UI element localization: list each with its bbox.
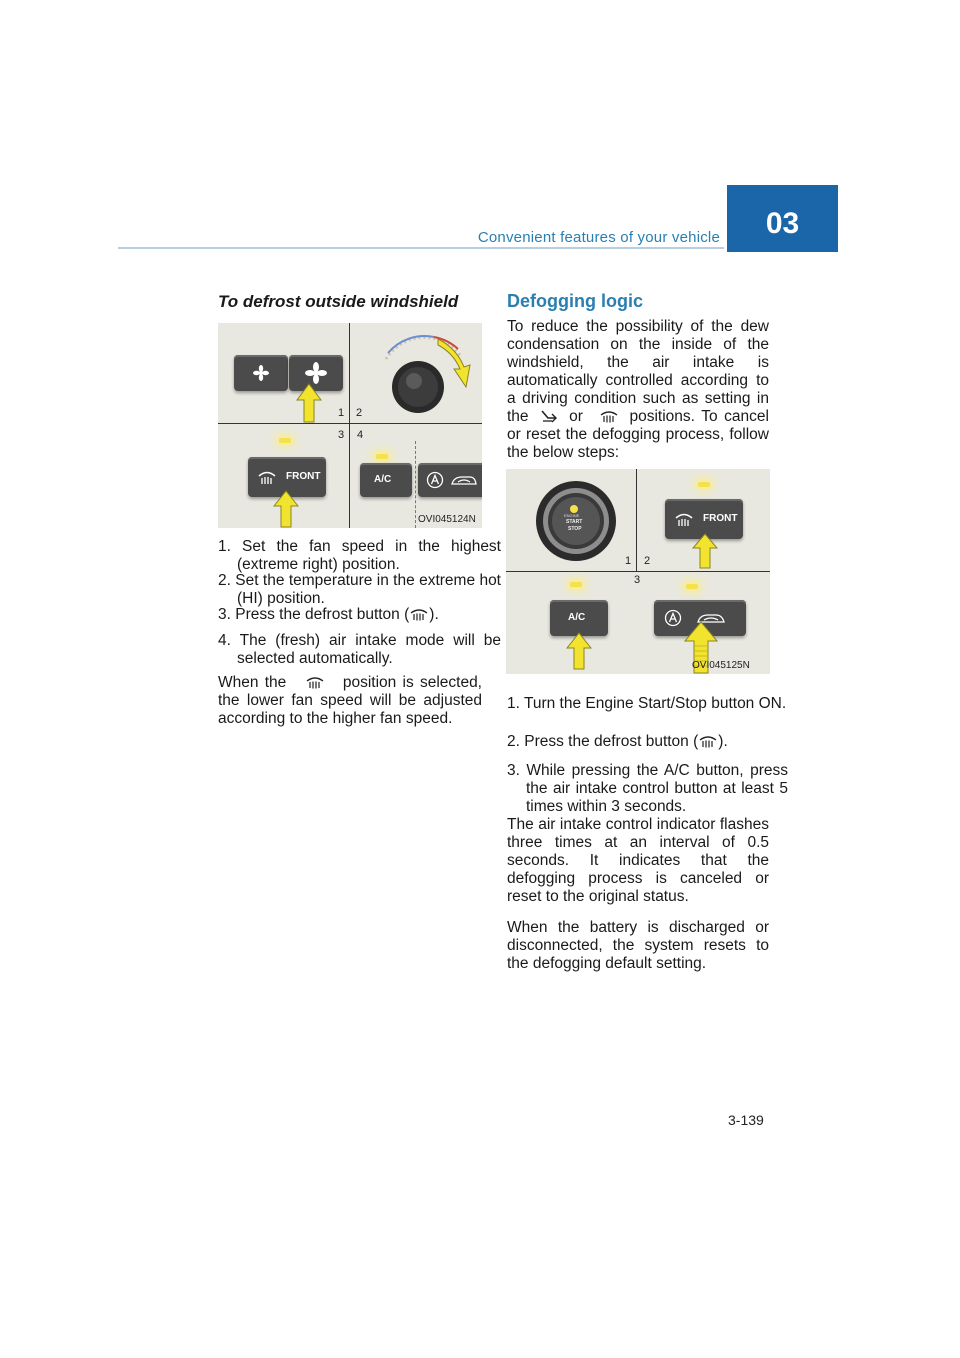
arrow-up-icon (692, 533, 718, 569)
left-step-3 (218, 606, 501, 624)
defrost-icon (698, 733, 718, 749)
engine-label: ENGINE (564, 513, 580, 518)
ac-label: A/C (374, 474, 392, 485)
figure-label-2: 2 (356, 407, 363, 419)
defrost-indicator-led (698, 482, 710, 487)
left-step-4: 4. The (fresh) air intake mode will be selected automatically. (218, 632, 501, 667)
left-note-post: position is selected, the lower fan speed will be adjusted according to the higher fan speed. (218, 674, 482, 727)
front-label: FRONT (286, 471, 321, 482)
section-title: Convenient features of your vehicle (477, 229, 720, 246)
front-label: FRONT (703, 513, 738, 524)
defrost-icon (409, 606, 429, 622)
temperature-knob (368, 329, 478, 424)
auto-icon (426, 471, 444, 489)
figure-divider-h (506, 571, 770, 572)
defrost-icon (305, 674, 325, 690)
defrost-icon (599, 408, 619, 424)
figure-label-3: 3 (634, 574, 641, 586)
right-intro (507, 318, 769, 462)
left-note (218, 674, 482, 728)
figure-divider-dotted (415, 441, 416, 528)
defrost-icon (674, 509, 694, 529)
start-label: START (566, 519, 583, 525)
floor-defrost-icon (539, 408, 559, 424)
ac-indicator-led (570, 582, 582, 587)
figure-divider-v (636, 469, 637, 571)
stop-label: STOP (568, 526, 582, 532)
right-para-1: The air intake control indicator flashes three times at an interval of 0.5 seconds. It indicates that the defogging process is canceled or reset to the original status. (507, 816, 769, 905)
ac-label: A/C (568, 612, 586, 623)
figure-defrost-controls (218, 323, 482, 528)
ac-button (360, 463, 412, 497)
arrow-up-icon (273, 490, 299, 528)
page-number: 3-139 (728, 1112, 764, 1128)
figure-code: OVI045125N (692, 660, 750, 671)
figure-label-4: 4 (357, 429, 364, 441)
left-heading: To defrost outside windshield (218, 292, 459, 311)
left-step-3-end: ). (429, 606, 439, 623)
figure-defogging-controls (506, 469, 770, 674)
right-step-2-end: ). (718, 733, 728, 750)
arrow-up-icon (296, 383, 322, 423)
auto-icon (664, 609, 682, 627)
right-step-3: 3. While pressing the A/C button, press the air intake control button at least 5 times within 3 seconds. (507, 762, 788, 815)
right-step-2-text: 2. Press the defrost button ( (507, 733, 699, 750)
left-step-3-text: 3. Press the defrost button ( (218, 606, 410, 623)
defrost-indicator-led (279, 438, 291, 443)
right-intro-a: To reduce the possibility of the dew condensation on the inside of the windshield, the air intake is automatically controlled according to a driving condition such as setting in the (507, 318, 769, 425)
figure-label-2: 2 (644, 555, 651, 567)
chapter-number: 03 (765, 207, 800, 240)
right-intro-or: or (569, 408, 583, 425)
header-rule (118, 247, 724, 249)
fan-low-icon (234, 355, 288, 391)
ac-button (550, 600, 608, 636)
defrost-icon (257, 467, 277, 487)
chapter-badge (727, 185, 838, 252)
right-intro-b: positions. To cancel or reset the defogging process, follow the below steps: (507, 408, 769, 461)
left-step-2: 2. Set the temperature in the extreme hot (HI) position. (218, 572, 501, 607)
fan-low-button (234, 355, 288, 391)
figure-divider-v (349, 323, 350, 528)
intake-indicator-led (686, 584, 698, 589)
arrow-up-icon (566, 632, 592, 670)
figure-code: OVI045124N (418, 514, 476, 525)
intake-button (418, 463, 482, 497)
right-step-1: 1. Turn the Engine Start/Stop button ON. (507, 695, 787, 712)
figure-label-1: 1 (625, 555, 632, 567)
recirculation-icon (450, 473, 478, 487)
right-heading: Defogging logic (507, 291, 643, 311)
ac-indicator-led (376, 454, 388, 459)
left-note-pre: When the (218, 674, 287, 691)
figure-label-3: 3 (338, 429, 345, 441)
right-para-2: When the battery is discharged or disconnected, the system resets to the defogging default setting. (507, 919, 769, 972)
figure-label-1: 1 (338, 407, 345, 419)
left-step-1: 1. Set the fan speed in the highest (extreme right) position. (218, 538, 501, 573)
right-step-2 (507, 733, 788, 751)
